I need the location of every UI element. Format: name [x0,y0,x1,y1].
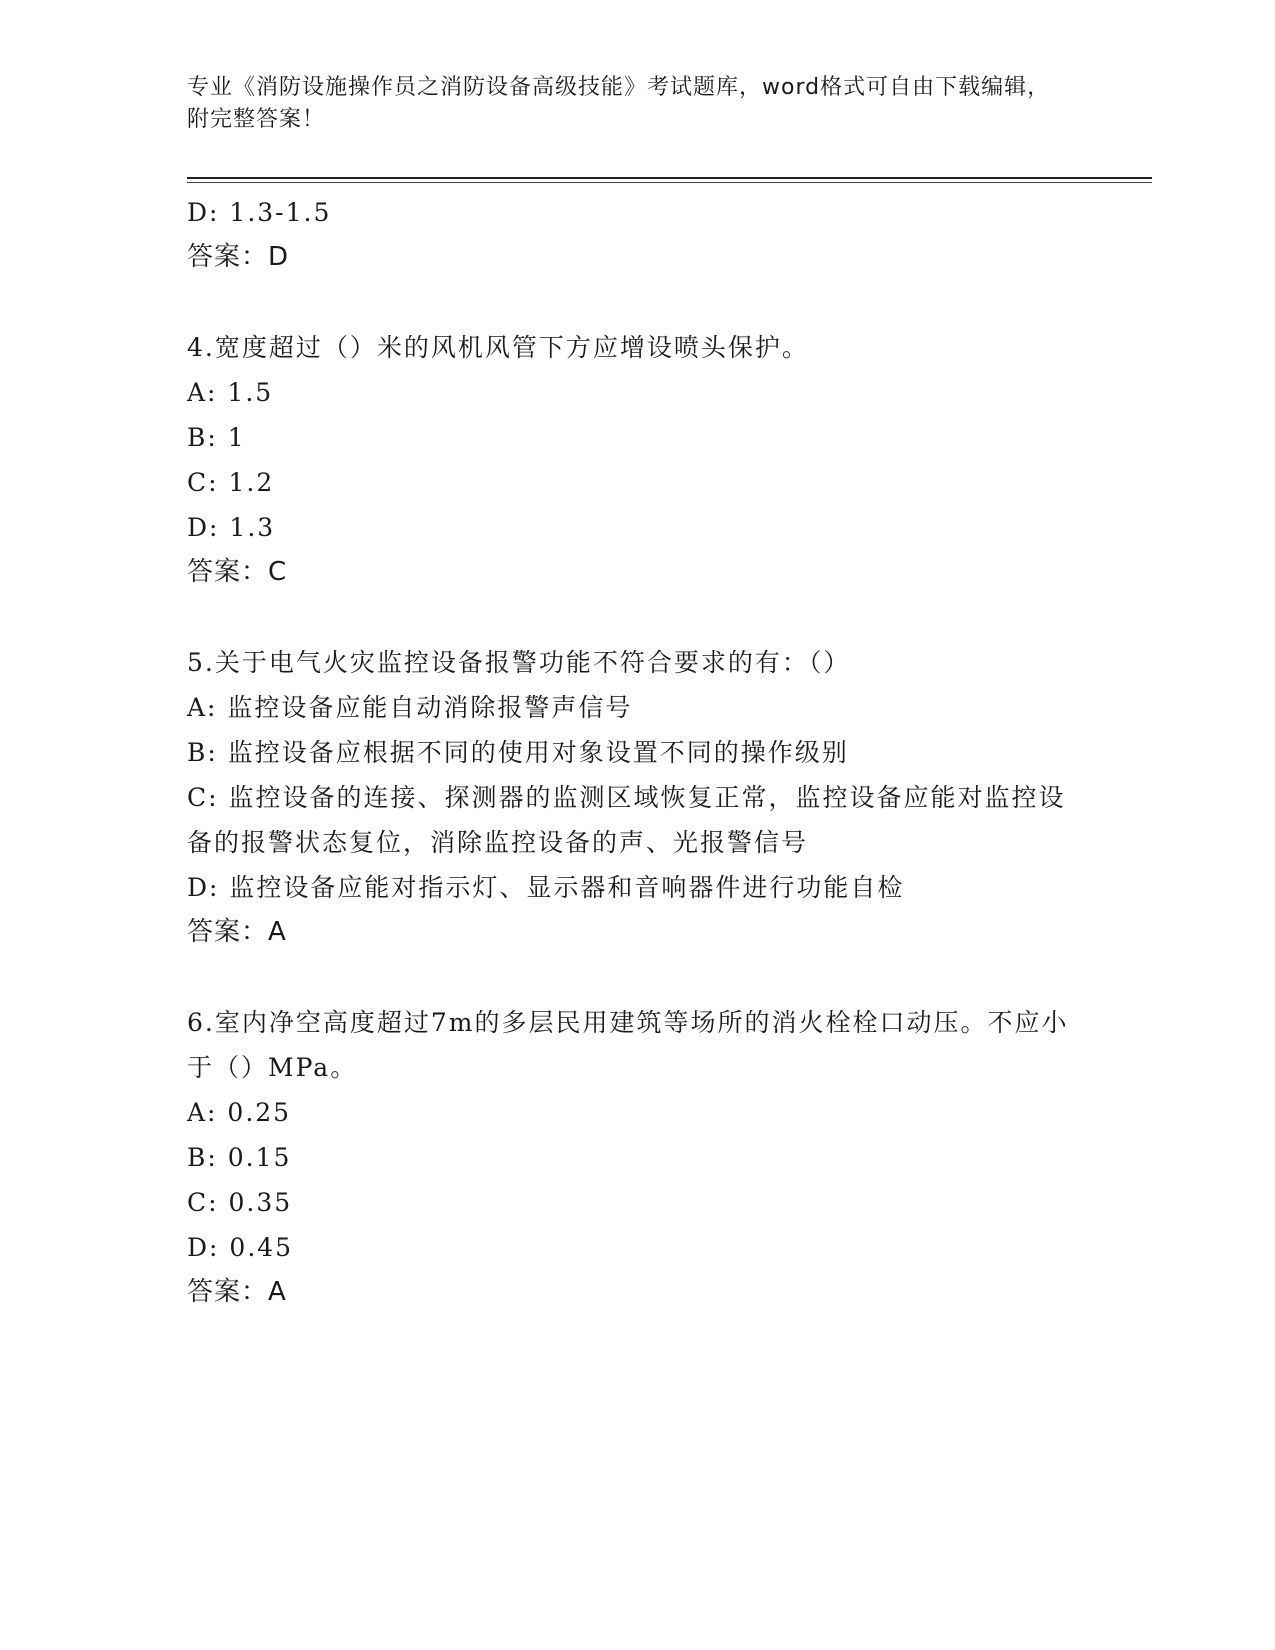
answer: 答案：D [187,242,290,272]
question-6 [187,1000,1077,1315]
header-rule [187,177,1152,179]
header-rule-thin [187,182,1152,183]
answer: 答案：C [187,557,288,587]
carryover-block [187,190,1077,280]
option-b: B: 监控设备应根据不同的使用对象设置不同的操作级别 [187,738,849,767]
question-stem: 5.关于电气火灾监控设备报警功能不符合要求的有：（） [187,648,851,677]
answer: 答案：A [187,917,287,947]
option-c: C: 0.35 [187,1188,293,1217]
option-a: A: 1.5 [187,378,274,407]
option-b: B: 0.15 [187,1143,292,1172]
option-a: A: 监控设备应能自动消除报警声信号 [187,693,633,722]
question-5 [187,640,1077,955]
option-c: C: 1.2 [187,468,275,497]
question-4 [187,325,1077,595]
option-b: B: 1 [187,423,246,452]
option-a: A: 0.25 [187,1098,292,1127]
option-d: D: 1.3-1.5 [187,198,332,227]
page-header: 专业《消防设施操作员之消防设备高级技能》考试题库，word格式可自由下载编辑，附完整答案！ [187,75,1051,132]
option-d: D: 1.3 [187,513,276,542]
question-stem: 6.室内净空高度超过7m的多层民用建筑等场所的消火栓栓口动压。不应小于（）MPa。 [187,1008,1069,1082]
question-content [187,190,1077,1315]
option-d: D: 监控设备应能对指示灯、显示器和音响器件进行功能自检 [187,873,905,902]
option-d: D: 0.45 [187,1233,294,1262]
question-stem: 4.宽度超过（）米的风机风管下方应增设喷头保护。 [187,333,809,362]
answer: 答案：A [187,1277,287,1307]
option-c: C: 监控设备的连接、探测器的监测区域恢复正常，监控设备应能对监控设备的报警状态复位，消除监控设备的声、光报警信号 [187,783,1066,857]
